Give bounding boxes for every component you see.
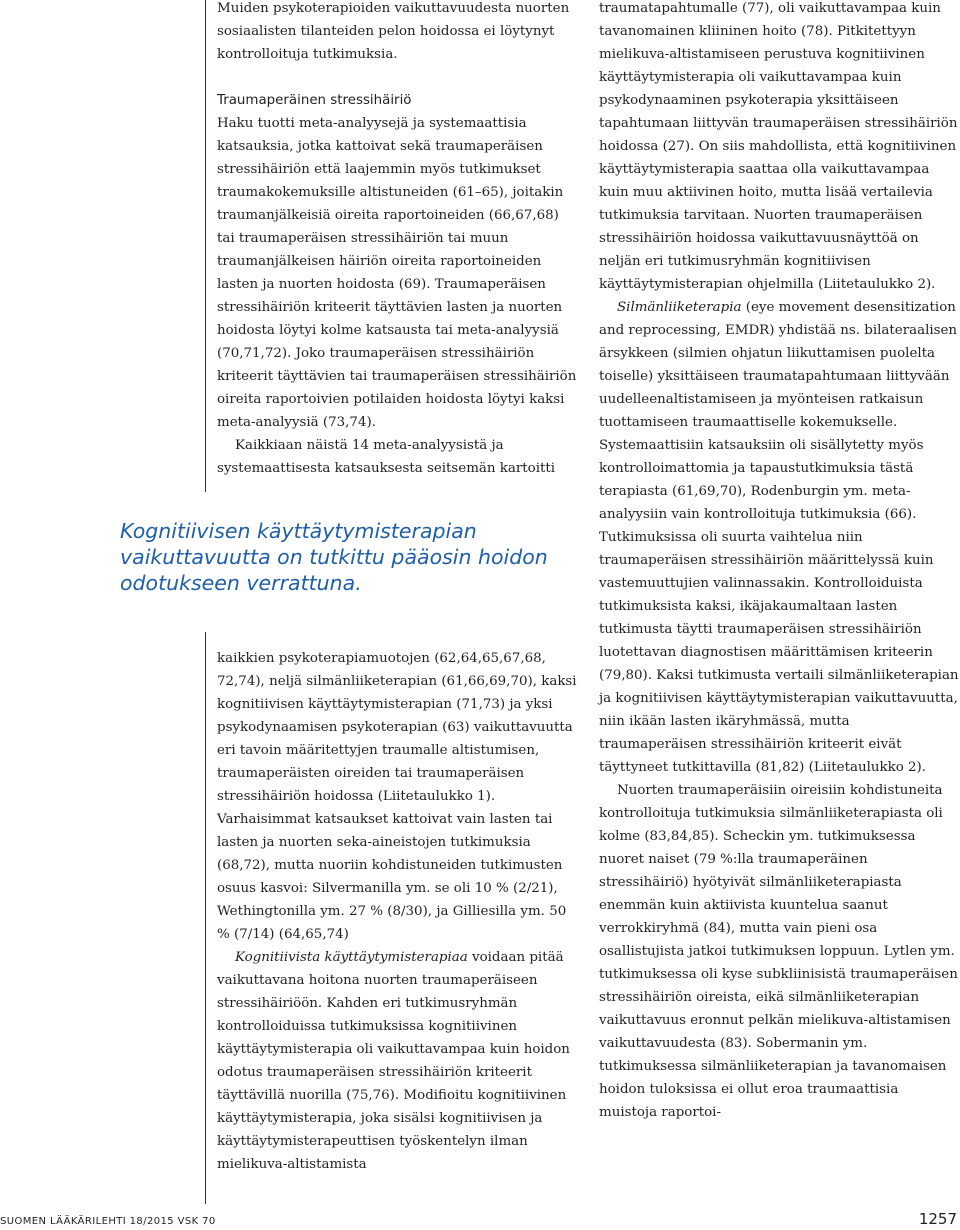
- column-rule-bottom: [205, 632, 206, 1204]
- cbt-italic-term: Kognitiivista käyttäytymisterapiaa: [235, 950, 468, 965]
- ptsd-paragraph-1: Haku tuotti meta-analyysejä ja systemaattisia katsauksia, jotka kattoivat sekä traumaperäisen stressihäiriön että laajemmin myös tutkimukset traumakokemuksille altistuneiden (61–65), joitakin traumanjälkeisiä oireita raportoineiden (66,67,68) tai traumaperäisen stressihäiriön tai muun traumanjälkeisen häiriön oireita raportoineiden lasten ja nuorten hoidosta (69). Traumaperäisen stressihäiriön kriteerit täyttävien lasten ja nuorten hoidosta löytyi kolme katsausta tai meta-analyysiä (70,71,72). Joko traumaperäisen stressihäiriön kriteerit täyttävien tai traumaperäisen stressihäiriön oireita raportoivien potilaiden hoidosta löytyi kaksi meta-analyysiä (73,74).: [217, 116, 577, 430]
- right-paragraph-1: traumatapahtumalle (77), oli vaikuttavampaa kuin tavanomainen kliininen hoito (78). Pitkitettyyn mielikuva-altistamiseen perustuva kognitiivinen käyttäytymisterapia oli vaikuttavampaa kuin psykodynaaminen psykoterapia yksittäiseen tapahtumaan liittyvän traumaperäisen stressihäiriön hoidossa (27). On siis mahdollista, että kognitiivinen käyttäytymisterapia saattaa olla vaikuttavampaa kuin muu aktiivinen hoito, mutta lisää vertailevia tutkimuksia tarvitaan. Nuorten traumaperäisen stressihäiriön hoidossa vaikuttavuusnäyttöä on neljän eri tutkimusryhmän kognitiivisen käyttäytymisterapian ohjelmilla (Liitetaulukko 2).: [599, 1, 958, 292]
- body-paragraph-2: [217, 946, 577, 1176]
- intro-paragraph: Muiden psykoterapioiden vaikuttavuudesta nuorten sosiaalisten tilanteiden pelon hoidossa ei löytynyt kontrolloituja tutkimuksia.: [217, 1, 570, 62]
- right-paragraph-2: [599, 296, 959, 779]
- left-column-top: [217, 0, 577, 480]
- cbt-paragraph-text: voidaan pitää vaikuttavana hoitona nuorten traumaperäiseen stressihäiriöön. Kahden eri tutkimusryhmän kontrolloiduissa tutkimuksissa kognitiivinen käyttäytymisterapia oli vaikuttavampaa kuin hoidon odotus traumaperäisen stressihäiriön kriteerit täyttävillä nuorilla (75,76). Modifioitu kognitiivinen käyttäytymisterapia, joka sisälsi kognitiivisen ja käyttäytymisterapeuttisen työskentelyn ilman mielikuva-altistamista: [217, 950, 570, 1172]
- emdr-paragraph-text: (eye movement desensitization and reprocessing, EMDR) yhdistää ns. bilateraalisen ärsykkeen (silmien ohjatun liikuttamisen puolelta toiselle) yksittäiseen traumatapahtumaan liittyvään uudelleenaltistamiseen ja myönteisen ratkaisun tuottamiseen traumaattiselle kokemukselle. Systemaattisiin katsauksiin oli sisällytetty myös kontrolloimattomia ja tapaustutkimuksia tästä terapiasta (61,69,70), Rodenburgin ym. meta-analyysiin vain kontrolloituja tutkimuksia (66). Tutkimuksissa oli suurta vaihtelua niin traumaperäisen stressihäiriön määrittelyssä kuin vastemuuttujien valinnassakin. Kontrolloiduista tutkimuksista kaksi, ikäjakaumaltaan lasten tutkimusta täytti traumaperäisen stressihäiriön luotettavan diagnostisen määrittämisen kriteerin (79,80). Kaksi tutkimusta vertaili silmänliiketerapian ja kognitiivisen käyttäytymisterapian vaikuttavuutta, niin ikään lasten ikäryhmässä, mutta traumaperäisen stressihäiriön kriteerit eivät täyttyneet tutkittavilla (81,82) (Liitetaulukko 2).: [599, 300, 959, 775]
- right-paragraph-3: Nuorten traumaperäisiin oireisiin kohdistuneita kontrolloituja tutkimuksia silmänliiketerapiasta oli kolme (83,84,85). Scheckin ym. tutkimuksessa nuoret naiset (79 %:lla traumaperäinen stressihäiriö) hyötyivät silmänliiketerapiasta enemmän kuin aktiivista kuuntelua saanut verrokkiryhmä (84), mutta vain pieni osa osallistujista jatkoi tutkimuksen loppuun. Lytlen ym. tutkimuksessa oli kyse subkliinisistä traumaperäisen stressihäiriön oireista, eikä silmänliiketerapian vaikuttavuus eronnut pelkän mielikuva-altistamisen vaikuttavuudesta (83). Sobermanin ym. tutkimuksessa silmänliiketerapian ja tavanomaisen hoidon tuloksissa ei ollut eroa traumaattisia muistoja raportoi-: [599, 783, 958, 1120]
- right-column: [599, 0, 959, 1124]
- pull-quote: Kognitiivisen käyttäytymisterapian vaikuttavuutta on tutkittu pääosin hoidon odotukseen verrattuna.: [120, 519, 548, 595]
- column-rule-top: [205, 0, 206, 492]
- left-column-bottom: [217, 647, 577, 1176]
- page-number: 1257: [918, 1210, 957, 1228]
- body-paragraph-1: kaikkien psykoterapiamuotojen (62,64,65,67,68, 72,74), neljä silmänliiketerapian (61,66,69,70), kaksi kognitiivisen käyttäytymisterapian (71,73) ja yksi psykodynaamisen psykoterapian (63) vaikuttavuutta eri tavoin määritettyjen traumalle altistumisen, traumaperäisten oireiden tai traumaperäisen stressihäiriön hoidossa (Liitetaulukko 1). Varhaisimmat katsaukset kattoivat vain lasten tai lasten ja nuorten seka-aineistojen tutkimuksia (68,72), mutta nuoriin kohdistuneiden tutkimusten osuus kasvoi: Silvermanilla ym. se oli 10 % (2/21), Wethingtonilla ym. 27 % (8/30), ja Gilliesilla ym. 50 % (7/14) (64,65,74): [217, 651, 577, 942]
- ptsd-heading: Traumaperäinen stressihäiriö: [217, 93, 412, 108]
- journal-footer: SUOMEN LÄÄKÄRILEHTI 18/2015 VSK 70: [0, 1216, 216, 1227]
- emdr-italic-term: Silmänliiketerapia: [617, 300, 742, 315]
- ptsd-paragraph-2: Kaikkiaan näistä 14 meta-analyysistä ja systemaattisesta katsauksesta seitsemän kartoitti: [217, 438, 556, 476]
